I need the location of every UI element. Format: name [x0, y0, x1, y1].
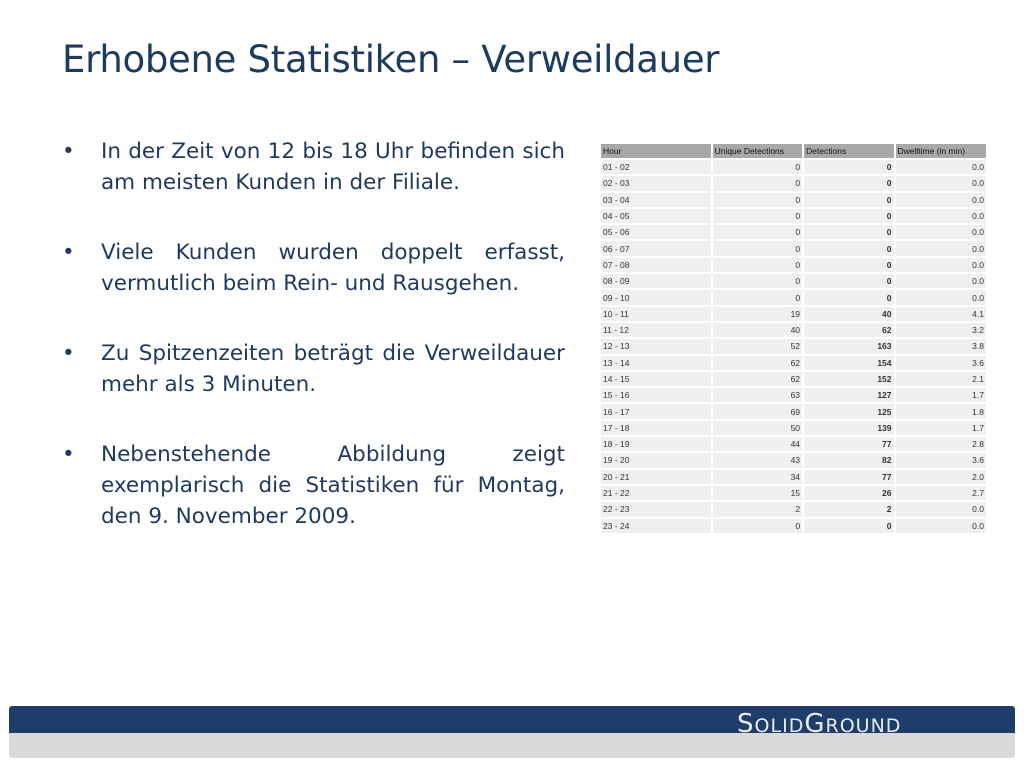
cell-dwelltime: 2.8 — [896, 437, 986, 451]
table-row — [601, 486, 986, 500]
table-row — [601, 209, 986, 223]
cell-dwelltime: 0.0 — [896, 193, 986, 207]
cell-hour: 20 - 21 — [601, 470, 711, 484]
cell-unique-detections: 0 — [713, 290, 802, 304]
table-row — [601, 421, 986, 435]
cell-dwelltime: 0.0 — [896, 258, 986, 272]
table-row — [601, 453, 986, 467]
cell-dwelltime: 0.0 — [896, 209, 986, 223]
cell-unique-detections: 50 — [713, 421, 802, 435]
table-row — [601, 372, 986, 386]
cell-detections: 0 — [804, 290, 893, 304]
bullet-text: In der Zeit von 12 bis 18 Uhr befinden sich am meisten Kunden in der Filiale. — [101, 139, 565, 195]
bullet-dot-icon: • — [62, 442, 75, 467]
slide-title: Erhobene Statistiken – Verweildauer — [62, 38, 720, 81]
cell-unique-detections: 0 — [713, 193, 802, 207]
bullet-item — [62, 439, 565, 532]
cell-unique-detections: 52 — [713, 339, 802, 353]
cell-detections: 0 — [804, 209, 893, 223]
cell-hour: 07 - 08 — [601, 258, 711, 272]
cell-hour: 10 - 11 — [601, 307, 711, 321]
table-row — [601, 225, 986, 239]
cell-hour: 05 - 06 — [601, 225, 711, 239]
cell-detections: 0 — [804, 258, 893, 272]
cell-hour: 06 - 07 — [601, 241, 711, 255]
cell-detections: 77 — [804, 470, 893, 484]
bullet-dot-icon: • — [62, 341, 75, 366]
table-row — [601, 470, 986, 484]
cell-hour: 08 - 09 — [601, 274, 711, 288]
cell-hour: 01 - 02 — [601, 160, 711, 174]
cell-detections: 0 — [804, 176, 893, 190]
solidground-logo — [737, 711, 901, 739]
cell-hour: 18 - 19 — [601, 437, 711, 451]
cell-detections: 0 — [804, 241, 893, 255]
cell-hour: 03 - 04 — [601, 193, 711, 207]
cell-detections: 26 — [804, 486, 893, 500]
table-row — [601, 193, 986, 207]
cell-hour: 14 - 15 — [601, 372, 711, 386]
cell-unique-detections: 62 — [713, 356, 802, 370]
table-body — [601, 160, 986, 533]
cell-detections: 0 — [804, 274, 893, 288]
cell-hour: 13 - 14 — [601, 356, 711, 370]
cell-dwelltime: 0.0 — [896, 225, 986, 239]
cell-hour: 15 - 16 — [601, 388, 711, 402]
cell-dwelltime: 0.0 — [896, 502, 986, 516]
table-row — [601, 502, 986, 516]
cell-unique-detections: 0 — [713, 160, 802, 174]
cell-dwelltime: 1.7 — [896, 421, 986, 435]
logo-text: SOLIDGROUND — [737, 709, 902, 739]
table-row — [601, 388, 986, 402]
cell-unique-detections: 15 — [713, 486, 802, 500]
cell-hour: 09 - 10 — [601, 290, 711, 304]
cell-unique-detections: 63 — [713, 388, 802, 402]
cell-detections: 127 — [804, 388, 893, 402]
cell-dwelltime: 1.8 — [896, 404, 986, 418]
cell-hour: 11 - 12 — [601, 323, 711, 337]
cell-unique-detections: 0 — [713, 209, 802, 223]
cell-unique-detections: 40 — [713, 323, 802, 337]
cell-unique-detections: 19 — [713, 307, 802, 321]
cell-hour: 02 - 03 — [601, 176, 711, 190]
table-row — [601, 241, 986, 255]
cell-dwelltime: 1.7 — [896, 388, 986, 402]
cell-dwelltime: 3.2 — [896, 323, 986, 337]
cell-detections: 0 — [804, 225, 893, 239]
column-header-dwelltime: Dwelltime (in min) — [896, 144, 986, 158]
cell-dwelltime: 4.1 — [896, 307, 986, 321]
cell-hour: 22 - 23 — [601, 502, 711, 516]
table-header-row — [601, 144, 986, 158]
table-row — [601, 356, 986, 370]
cell-unique-detections: 0 — [713, 258, 802, 272]
column-header-hour: Hour — [601, 144, 711, 158]
table-row — [601, 290, 986, 304]
cell-detections: 0 — [804, 519, 893, 533]
bullet-item — [62, 136, 565, 198]
table-row — [601, 160, 986, 174]
cell-hour: 23 - 24 — [601, 519, 711, 533]
cell-unique-detections: 44 — [713, 437, 802, 451]
table-row — [601, 274, 986, 288]
table-row — [601, 258, 986, 272]
cell-dwelltime: 2.0 — [896, 470, 986, 484]
cell-detections: 0 — [804, 160, 893, 174]
cell-dwelltime: 2.1 — [896, 372, 986, 386]
cell-detections: 125 — [804, 404, 893, 418]
cell-hour: 16 - 17 — [601, 404, 711, 418]
cell-hour: 04 - 05 — [601, 209, 711, 223]
cell-unique-detections: 2 — [713, 502, 802, 516]
statistics-table — [599, 142, 988, 535]
cell-unique-detections: 0 — [713, 176, 802, 190]
cell-unique-detections: 69 — [713, 404, 802, 418]
bullet-text: Nebenstehende Abbildung zeigt exemplarisch die Statistiken für Montag, den 9. November 2009. — [101, 442, 565, 529]
bullet-text: Zu Spitzenzeiten beträgt die Verweildauer mehr als 3 Minuten. — [101, 341, 565, 397]
bullet-dot-icon: • — [62, 139, 75, 164]
bullet-text: Viele Kunden wurden doppelt erfasst, vermutlich beim Rein- und Rausgehen. — [101, 240, 565, 296]
bullet-dot-icon: • — [62, 240, 75, 265]
table-row — [601, 323, 986, 337]
cell-dwelltime: 0.0 — [896, 176, 986, 190]
bullet-list — [62, 136, 565, 571]
cell-unique-detections: 34 — [713, 470, 802, 484]
cell-dwelltime: 0.0 — [896, 290, 986, 304]
table-row — [601, 404, 986, 418]
column-header-unique-detections: Unique Detections — [713, 144, 802, 158]
cell-hour: 19 - 20 — [601, 453, 711, 467]
cell-unique-detections: 0 — [713, 241, 802, 255]
cell-dwelltime: 0.0 — [896, 160, 986, 174]
cell-unique-detections: 43 — [713, 453, 802, 467]
table-row — [601, 176, 986, 190]
cell-dwelltime: 0.0 — [896, 241, 986, 255]
cell-detections: 2 — [804, 502, 893, 516]
cell-detections: 62 — [804, 323, 893, 337]
cell-dwelltime: 2.7 — [896, 486, 986, 500]
cell-detections: 82 — [804, 453, 893, 467]
table-row — [601, 307, 986, 321]
table-row — [601, 339, 986, 353]
cell-dwelltime: 3.6 — [896, 356, 986, 370]
table-row — [601, 437, 986, 451]
cell-unique-detections: 0 — [713, 274, 802, 288]
cell-detections: 152 — [804, 372, 893, 386]
cell-dwelltime: 0.0 — [896, 274, 986, 288]
cell-unique-detections: 0 — [713, 225, 802, 239]
cell-detections: 77 — [804, 437, 893, 451]
cell-detections: 154 — [804, 356, 893, 370]
cell-hour: 21 - 22 — [601, 486, 711, 500]
bullet-item — [62, 237, 565, 299]
cell-dwelltime: 0.0 — [896, 519, 986, 533]
cell-unique-detections: 0 — [713, 519, 802, 533]
cell-dwelltime: 3.6 — [896, 453, 986, 467]
cell-hour: 12 - 13 — [601, 339, 711, 353]
cell-dwelltime: 3.8 — [896, 339, 986, 353]
cell-detections: 0 — [804, 193, 893, 207]
cell-unique-detections: 62 — [713, 372, 802, 386]
cell-detections: 40 — [804, 307, 893, 321]
column-header-detections: Detections — [804, 144, 893, 158]
bullet-item — [62, 338, 565, 400]
table-row — [601, 519, 986, 533]
cell-detections: 139 — [804, 421, 893, 435]
cell-detections: 163 — [804, 339, 893, 353]
cell-hour: 17 - 18 — [601, 421, 711, 435]
